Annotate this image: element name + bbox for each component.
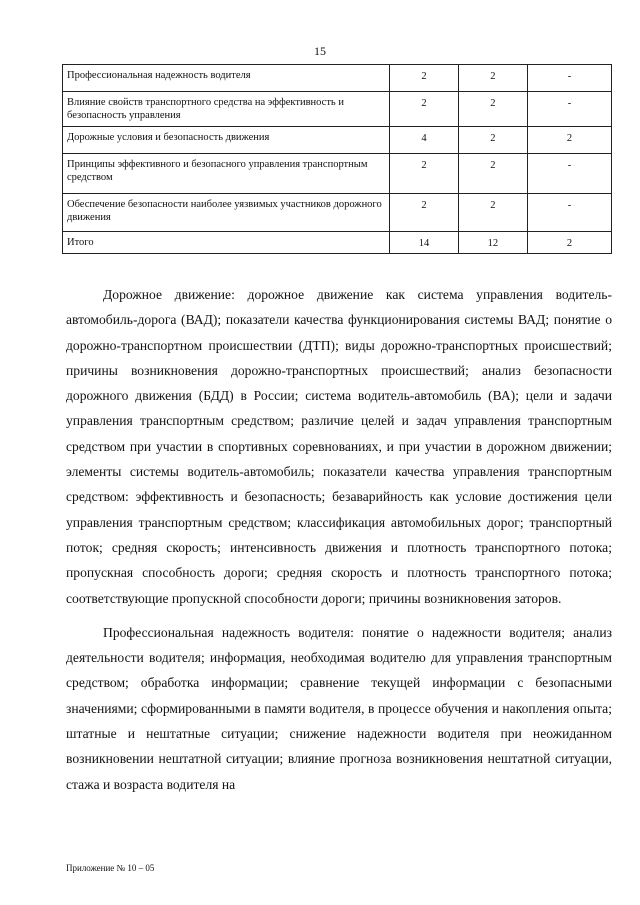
table-total-row: [63, 232, 612, 254]
total-label-cell: Итого: [63, 232, 390, 254]
hours-practice-cell: -: [527, 92, 611, 127]
topic-cell: Влияние свойств транспортного средства на эффективность и безопасность управления: [63, 92, 390, 127]
topic-cell: Обеспечение безопасности наиболее уязвимых участников дорожного движения: [63, 194, 390, 232]
hours-theory-cell: 2: [458, 194, 527, 232]
table-row: [63, 127, 612, 154]
paragraph-driver-reliability: Профессиональная надежность водителя: понятие о надежности водителя; анализ деятельности водителя; информация, необходимая водителю для управления транспортным средством; обработка информации; сравнение текущей информации с безопасными значениями; сформированными в памяти водителя, в процессе обучения и накопления опыта; штатные и нештатные ситуации; снижение надежности водителя при неожиданном возникновении нештатной ситуации; влияние прогноза возникновения нештатной ситуации, стажа и возраста водителя на: [66, 624, 612, 792]
table-row: [63, 154, 612, 194]
hours-theory-cell: 2: [458, 65, 527, 92]
paragraph-road-traffic: Дорожное движение: дорожное движение как система управления водитель-автомобиль-дорога (ВАД); показатели качества функционирования системы ВАД; понятие о дорожно-транспортном происшествии (ДТП); виды дорожно-транспортных происшествий; причины возникновения дорожно-транспортных происшествий; анализ безопасности дорожного движения (БДД) в России; система водитель-автомобиль (ВА); цели и задачи управления транспортным средством; различие целей и задач управления транспортным средством при участии в спортивных соревнованиях, и при участии в дорожном движении; элементы системы водитель-автомобиль; показатели качества управления транспортным средством: эффективность и безопасность; безаварийность как условие достижения цели управления транспортным средством; классификация автомобильных дорог; транспортный поток; средняя скорость; интенсивность движения и плотность транспортного потока; пропускная способность дороги; средняя скорость и плотность транспортного потока; соответствующие пропускной способности дороги; причины возникновения заторов.: [66, 287, 612, 606]
table-row: [63, 92, 612, 127]
hours-total-cell: 14: [390, 232, 459, 254]
hours-practice-cell: -: [527, 65, 611, 92]
table-row: [63, 194, 612, 232]
table-row: [63, 65, 612, 92]
body-text: [66, 282, 612, 806]
hours-total-cell: 2: [390, 65, 459, 92]
hours-theory-cell: 12: [458, 232, 527, 254]
hours-theory-cell: 2: [458, 154, 527, 194]
curriculum-table: [62, 64, 612, 254]
hours-theory-cell: 2: [458, 127, 527, 154]
hours-total-cell: 2: [390, 194, 459, 232]
hours-practice-cell: -: [527, 194, 611, 232]
hours-total-cell: 4: [390, 127, 459, 154]
topic-cell: Принципы эффективного и безопасного управления транспортным средством: [63, 154, 390, 194]
hours-practice-cell: 2: [527, 127, 611, 154]
topic-cell: Дорожные условия и безопасность движения: [63, 127, 390, 154]
appendix-footer: Приложение № 10 – 05: [66, 863, 155, 873]
hours-total-cell: 2: [390, 92, 459, 127]
hours-practice-cell: 2: [527, 232, 611, 254]
hours-total-cell: 2: [390, 154, 459, 194]
page-number: 15: [314, 44, 326, 58]
topic-cell: Профессиональная надежность водителя: [63, 65, 390, 92]
hours-practice-cell: -: [527, 154, 611, 194]
hours-theory-cell: 2: [458, 92, 527, 127]
